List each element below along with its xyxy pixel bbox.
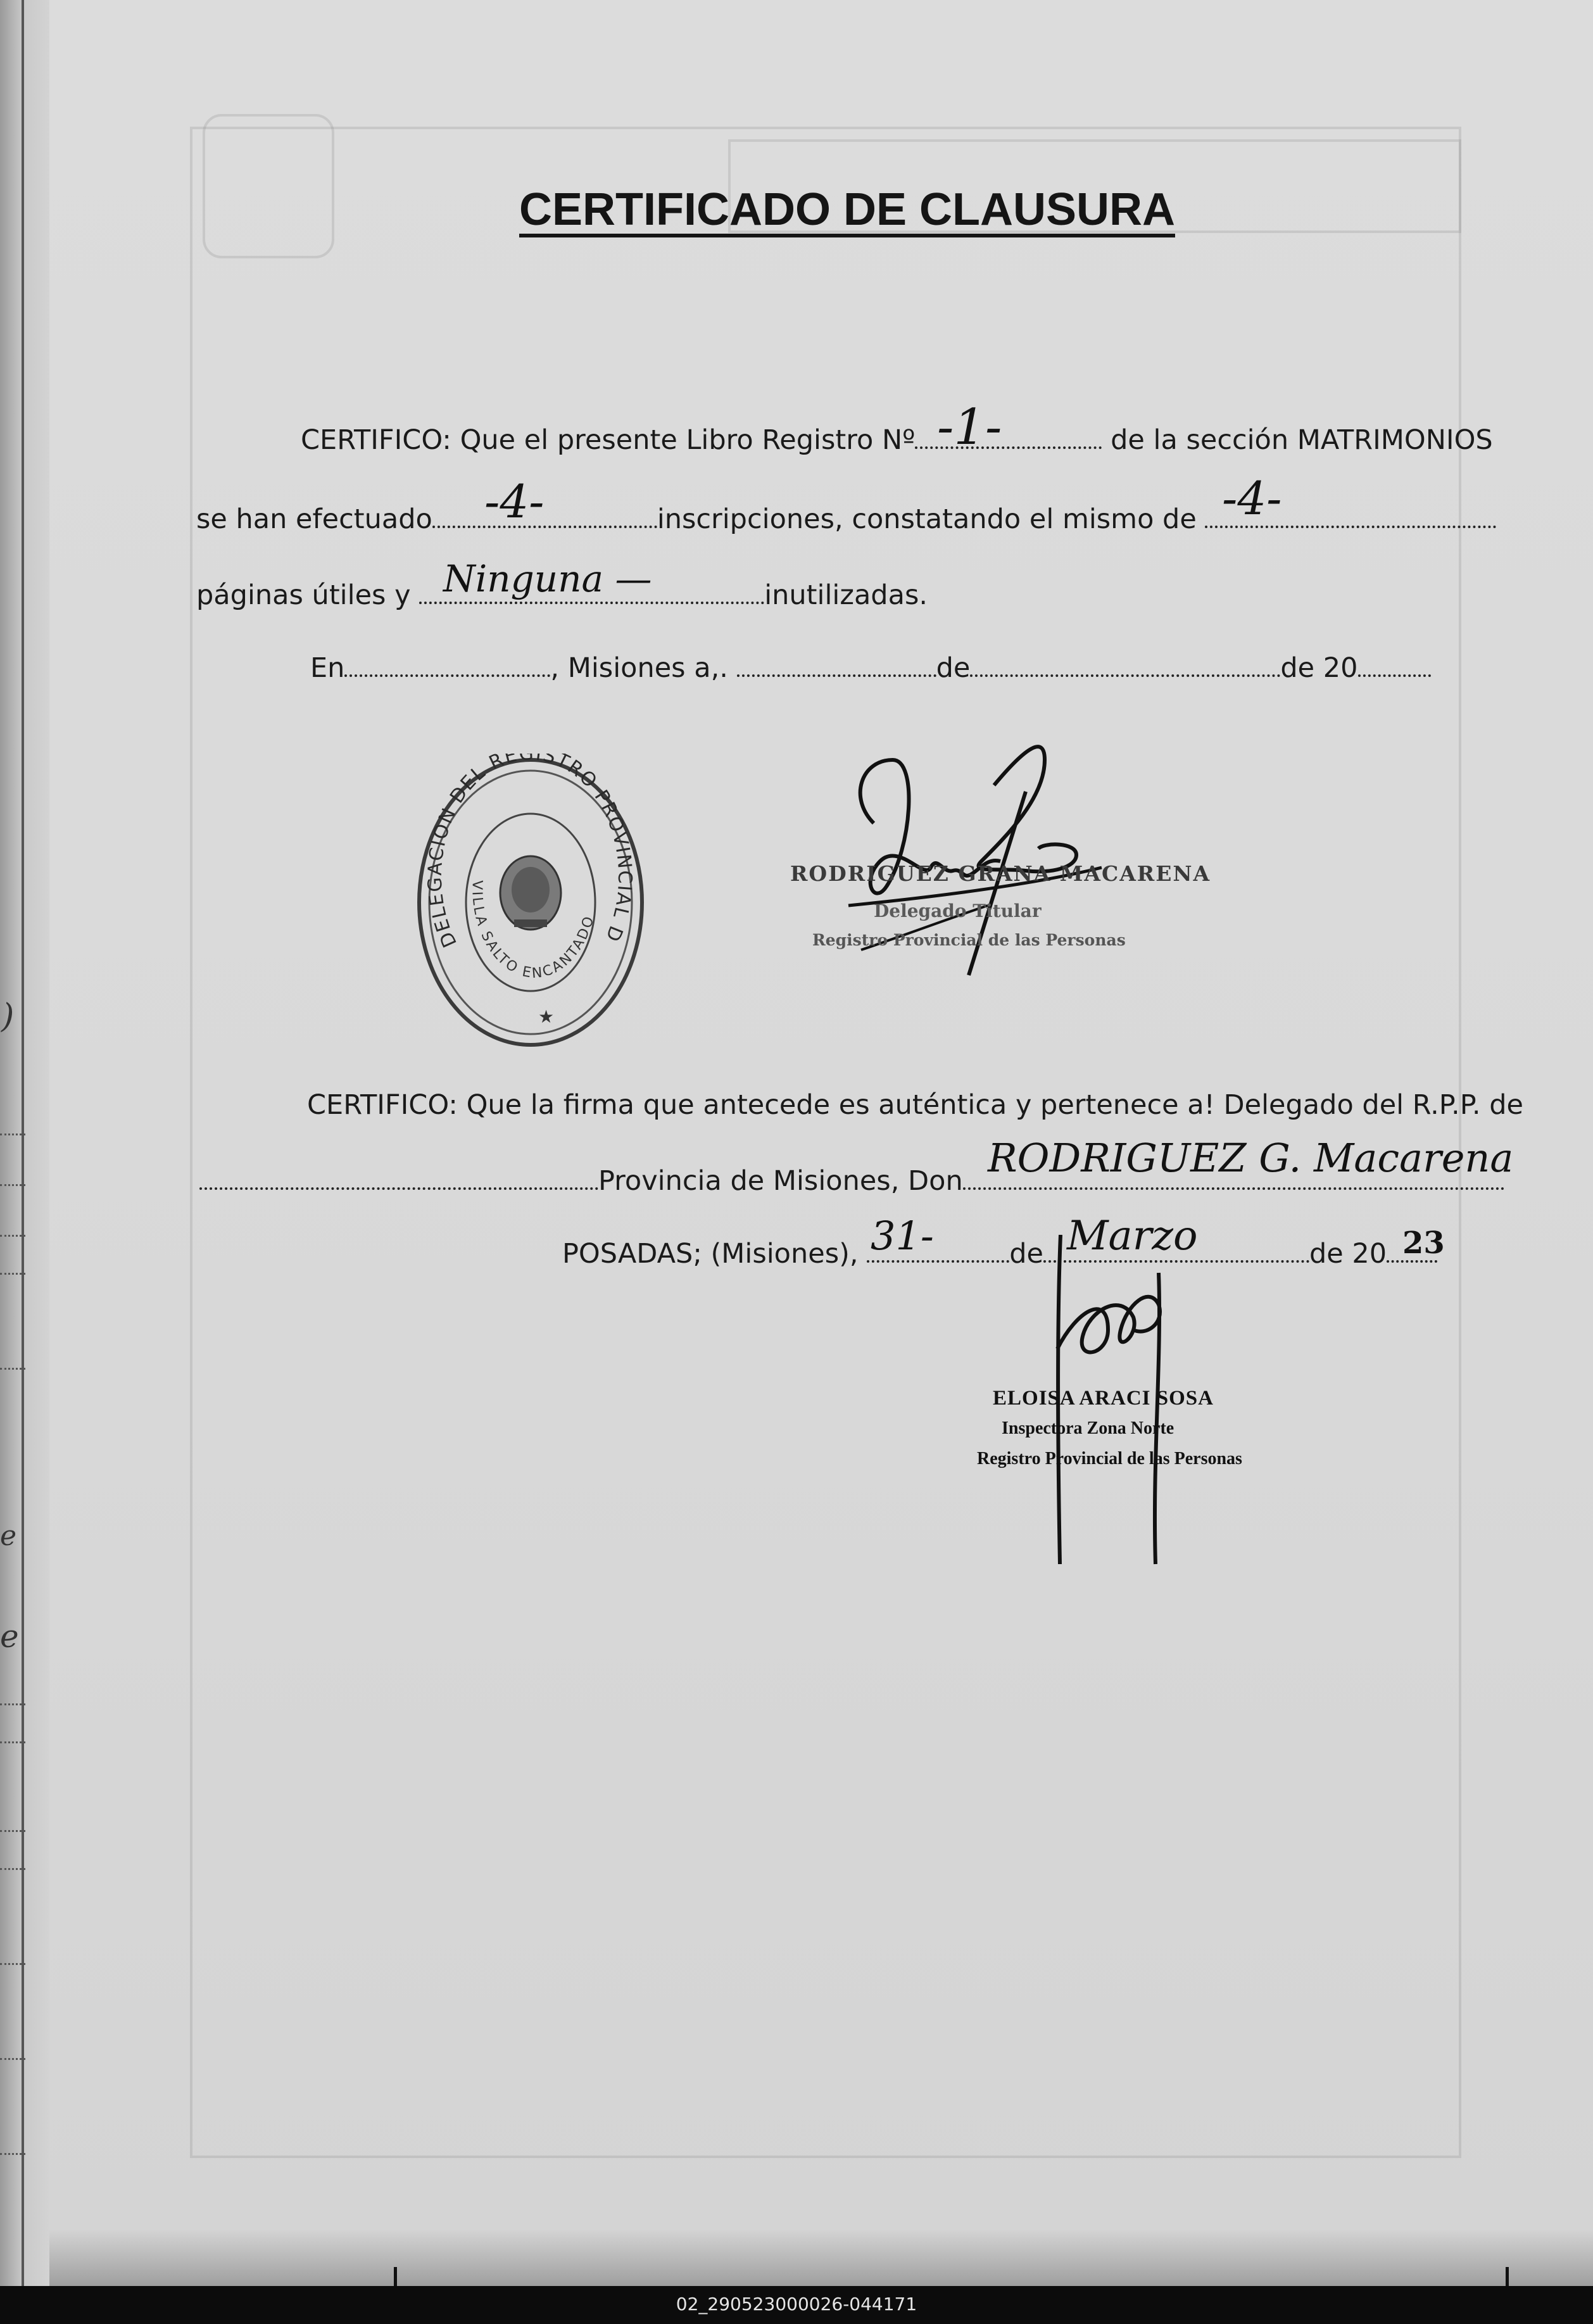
clause2-line2-mid: Provincia de Misiones, Don <box>598 1165 963 1197</box>
bottom-tick <box>394 2267 397 2286</box>
fill-line <box>970 653 1280 677</box>
fill-line <box>432 504 657 528</box>
underlying-page-mark: e <box>0 1520 17 1552</box>
underlying-dots <box>0 1868 25 1870</box>
stamp2-org: Registro Provincial de las Personas <box>977 1449 1242 1468</box>
underlying-dots <box>0 2058 25 2060</box>
stamp2-role: Inspectora Zona Norte <box>1002 1418 1174 1438</box>
handwritten-month: Marzo <box>1067 1213 1198 1260</box>
clause1-line2 <box>196 503 1496 535</box>
clause1-line3-suffix: inutilizadas. <box>764 579 928 611</box>
scan-id: 02_290523000026-044171 <box>676 2294 917 2315</box>
underlying-dots <box>0 1830 25 1832</box>
stamp1-org: Registro Provincial de las Personas <box>812 931 1126 949</box>
clause2-line3 <box>562 1238 1437 1270</box>
stamp2-name: ELOISA ARACI SOSA <box>993 1387 1214 1410</box>
underlying-dots <box>0 1963 25 1965</box>
handwritten-libro-number: -1- <box>937 399 1002 456</box>
underlying-dots <box>0 2153 25 2155</box>
clause1-line4-de1: de <box>936 652 971 684</box>
handwritten-don-name: RODRIGUEZ G. Macarena <box>988 1135 1514 1181</box>
bottom-tick <box>1506 2267 1509 2286</box>
fill-line <box>737 653 936 677</box>
fill-line <box>199 1166 598 1190</box>
handwritten-day: 31- <box>871 1213 934 1259</box>
clause2-line1: CERTIFICO: Que la firma que antecede es auténtica y pertenece a! Delegado del R.P.P. de <box>307 1089 1524 1121</box>
clause1-line1-prefix: CERTIFICO: Que el presente Libro Registro Nº <box>301 424 916 456</box>
clause1-line1 <box>301 424 1493 456</box>
clause1-line2-prefix: se han efectuado <box>196 503 432 535</box>
underlying-dots <box>0 1703 25 1705</box>
underlying-dots <box>0 1235 25 1237</box>
star-icon: ★ <box>538 1006 555 1027</box>
underlying-page-mark: ) <box>1 997 15 1035</box>
clause1-line1-suffix: de la sección MATRIMONIOS <box>1102 424 1493 456</box>
clause1-line4-mid: , Misiones a,. <box>550 652 737 684</box>
underlying-dots <box>0 1184 25 1186</box>
left-page-rule <box>22 0 24 2286</box>
handwritten-inutilizadas: Ninguna — <box>443 557 652 600</box>
fill-line <box>344 653 550 677</box>
underlying-dots <box>0 1368 25 1370</box>
clause2-line3-de1: de <box>1009 1238 1043 1270</box>
official-seal <box>413 754 648 1051</box>
handwritten-paginas: -4- <box>1222 472 1282 525</box>
clause2-line3-de2: de 20 <box>1309 1238 1387 1270</box>
clause1-line4-de2: de 20 <box>1280 652 1358 684</box>
clause2-line3-prefix: POSADAS; (Misiones), <box>562 1238 867 1270</box>
seal-outer-text: DELEGACION DEL REGISTRO PROVINCIAL D <box>424 754 636 951</box>
underlying-dots <box>0 1741 25 1743</box>
handwritten-inscripciones: -4- <box>484 475 545 528</box>
clause1-line4 <box>310 652 1431 684</box>
clause1-line4-en: En <box>310 652 345 684</box>
clause1-line3-prefix: páginas útiles y <box>196 579 420 611</box>
fill-line <box>1358 653 1431 677</box>
underlying-dots <box>0 1273 25 1275</box>
stamp1-role: Delegado Titular <box>874 900 1042 921</box>
page-title: CERTIFICADO DE CLAUSURA <box>519 184 1175 235</box>
underlying-dots <box>0 1134 25 1135</box>
clause1-line2-mid: inscripciones, constatando el mismo de <box>657 503 1206 535</box>
underlying-page-edge <box>0 0 57 2286</box>
underlying-page-mark: e <box>0 1618 19 1655</box>
stamp1-name: RODRIGUEZ GRANA MACARENA <box>790 861 1211 886</box>
seal-inner-text: VILLA SALTO ENCANTADO <box>469 880 598 982</box>
sheet-bottom-shadow <box>49 2229 1593 2286</box>
handwritten-year: 23 <box>1402 1225 1445 1261</box>
coat-of-arms-icon <box>500 856 561 930</box>
